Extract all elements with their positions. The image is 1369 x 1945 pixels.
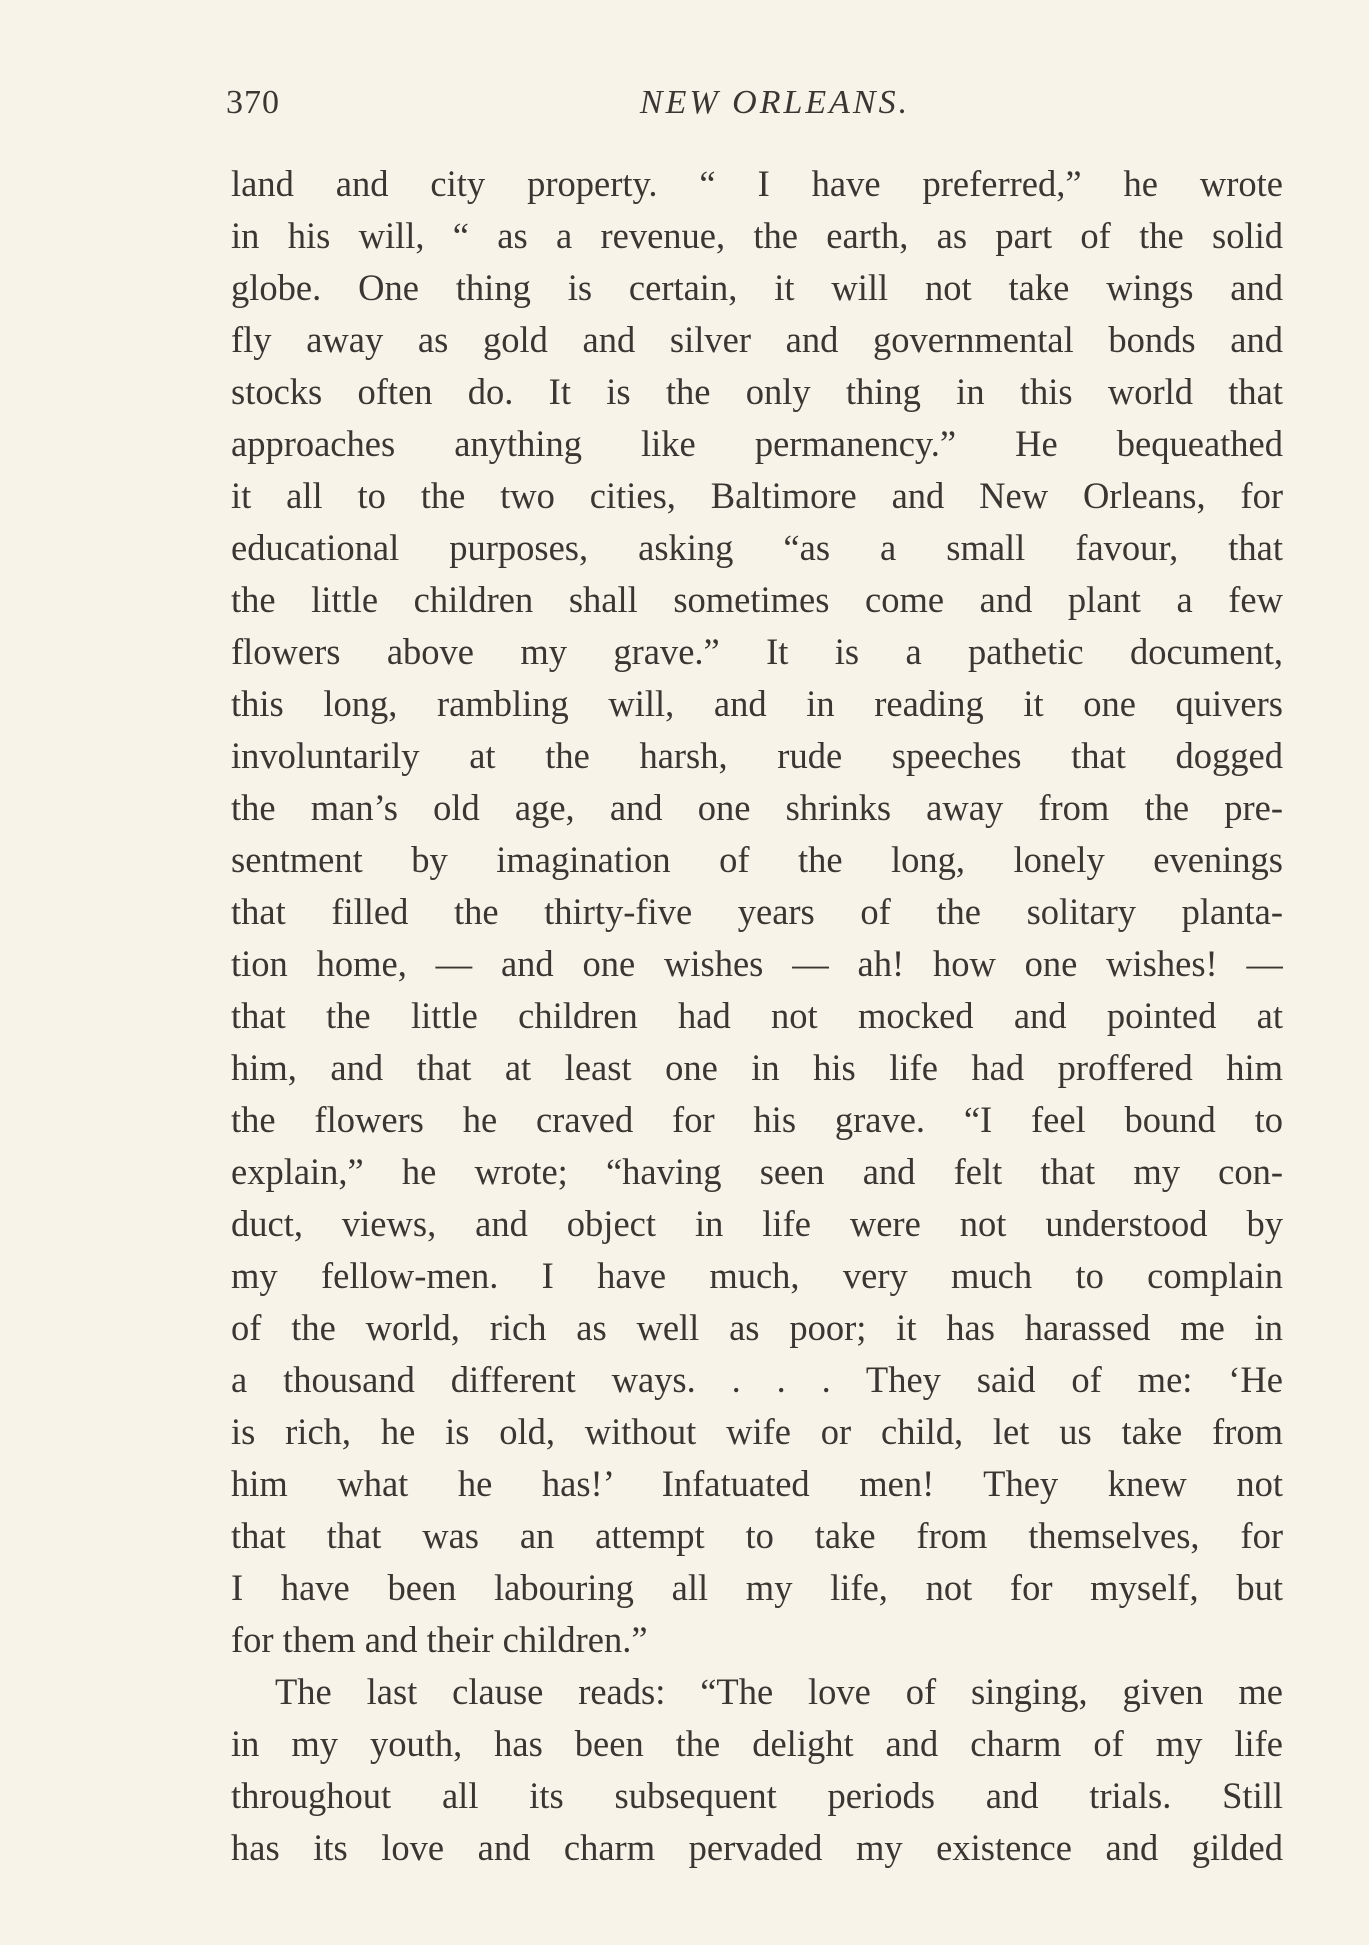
text-line: this long, rambling will, and in reading it one quivers bbox=[231, 683, 1283, 724]
text-line: my fellow-men. I have much, very much to complain bbox=[231, 1255, 1283, 1296]
text-line: fly away as gold and silver and governmental bonds and bbox=[231, 319, 1283, 360]
text-line: the flowers he craved for his grave. “I feel bound to bbox=[231, 1099, 1283, 1140]
text-line: sentment by imagination of the long, lonely evenings bbox=[231, 839, 1283, 880]
text-line: the man’s old age, and one shrinks away from the pre- bbox=[231, 787, 1283, 828]
text-line: involuntarily at the harsh, rude speeches that dogged bbox=[231, 735, 1283, 776]
paragraph bbox=[231, 158, 1283, 1666]
page-number: 370 bbox=[226, 84, 280, 121]
text-line: I have been labouring all my life, not for myself, but bbox=[231, 1567, 1283, 1608]
text-line: in my youth, has been the delight and charm of my life bbox=[231, 1723, 1283, 1764]
text-line: a thousand different ways. . . . They said of me: ‘He bbox=[231, 1359, 1283, 1400]
running-title: NEW ORLEANS. bbox=[639, 84, 911, 121]
text-line: is rich, he is old, without wife or child, let us take from bbox=[231, 1411, 1283, 1452]
text-line: explain,” he wrote; “having seen and felt that my con- bbox=[231, 1151, 1283, 1192]
text-line: throughout all its subsequent periods and trials. Still bbox=[231, 1775, 1283, 1816]
text-line: tion home, — and one wishes — ah! how one wishes! — bbox=[231, 943, 1283, 984]
text-line: it all to the two cities, Baltimore and New Orleans, for bbox=[231, 475, 1283, 516]
text-line: the little children shall sometimes come and plant a few bbox=[231, 579, 1283, 620]
text-line: that that was an attempt to take from themselves, for bbox=[231, 1515, 1283, 1556]
body-text bbox=[231, 158, 1283, 1874]
text-line: him, and that at least one in his life had proffered him bbox=[231, 1047, 1283, 1088]
text-line: him what he has!’ Infatuated men! They knew not bbox=[231, 1463, 1283, 1504]
text-line: that filled the thirty-five years of the solitary planta- bbox=[231, 891, 1283, 932]
text-line: that the little children had not mocked and pointed at bbox=[231, 995, 1283, 1036]
paragraph bbox=[231, 1666, 1283, 1874]
text-line: for them and their children.” bbox=[231, 1619, 648, 1660]
text-line: globe. One thing is certain, it will not take wings and bbox=[231, 267, 1283, 308]
text-line: land and city property. “ I have preferred,” he wrote bbox=[231, 163, 1283, 204]
text-line: flowers above my grave.” It is a pathetic document, bbox=[231, 631, 1283, 672]
text-line: in his will, “ as a revenue, the earth, as part of the solid bbox=[231, 215, 1283, 256]
running-head bbox=[226, 80, 1284, 130]
text-line: stocks often do. It is the only thing in this world that bbox=[231, 371, 1283, 412]
text-line: educational purposes, asking “as a small favour, that bbox=[231, 527, 1283, 568]
text-line: The last clause reads: “The love of singing, given me bbox=[275, 1671, 1283, 1712]
text-line: approaches anything like permanency.” He bequeathed bbox=[231, 423, 1283, 464]
text-line: of the world, rich as well as poor; it has harassed me in bbox=[231, 1307, 1283, 1348]
text-line: duct, views, and object in life were not understood by bbox=[231, 1203, 1283, 1244]
text-line: has its love and charm pervaded my existence and gilded bbox=[231, 1827, 1283, 1868]
